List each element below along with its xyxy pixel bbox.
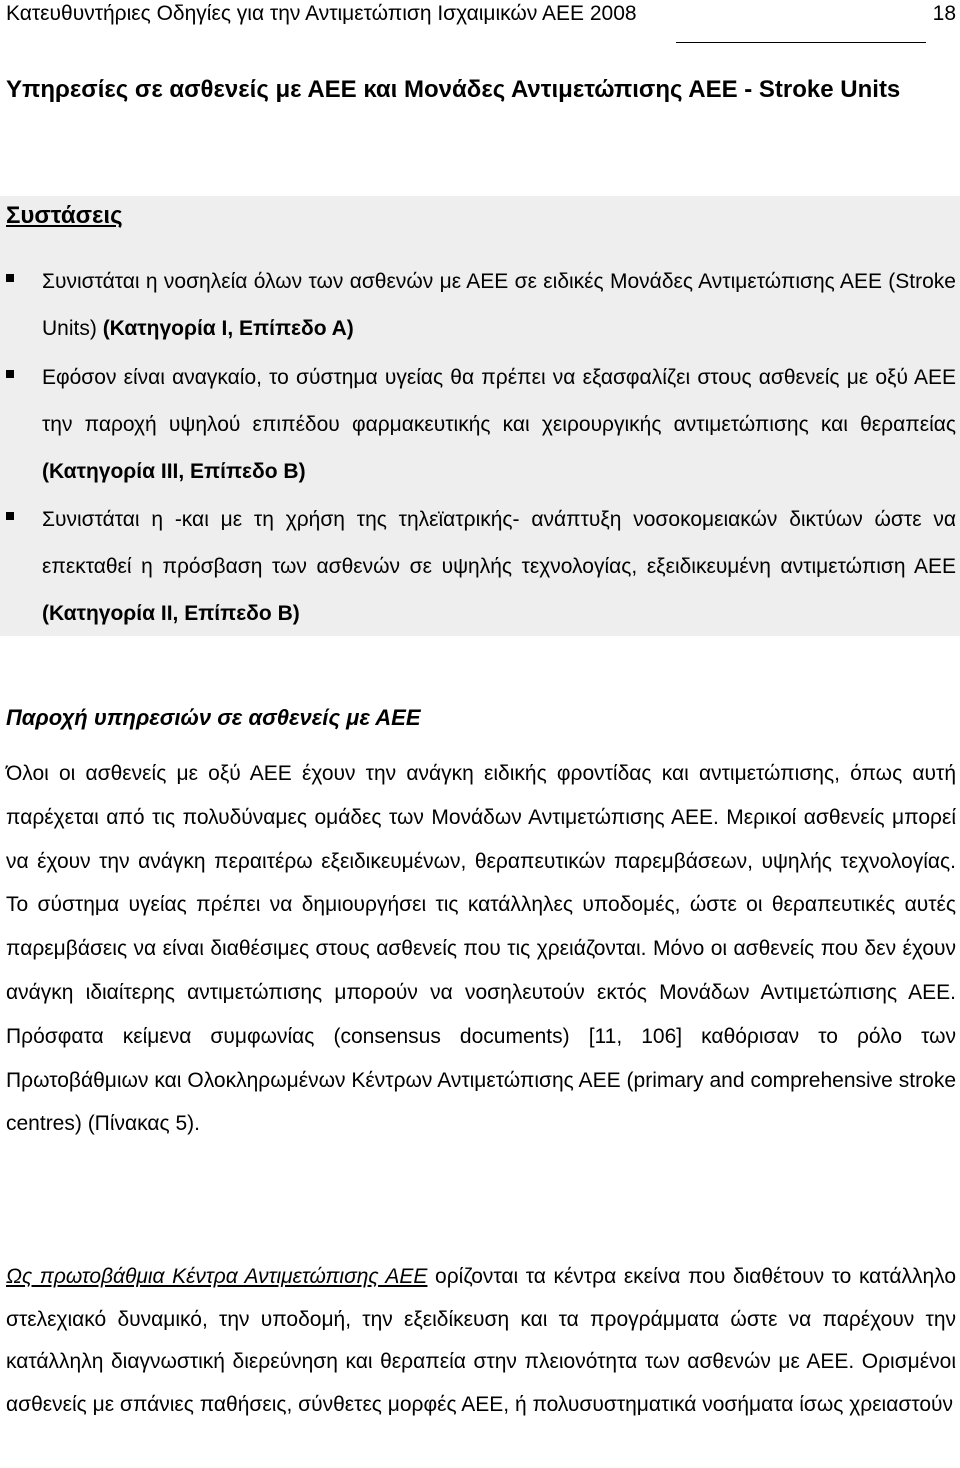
square-bullet-icon bbox=[6, 512, 14, 520]
recommendation-text: Συνιστάται η νοσηλεία όλων των ασθενών με ΑΕΕ σε ειδικές Μονάδες Αντιμετώπισης ΑΕΕ (Stroke Units) (Κατηγορία Ι, Επίπεδο Α) bbox=[42, 270, 956, 340]
services-heading: Παροχή υπηρεσιών σε ασθενείς με ΑΕΕ bbox=[6, 705, 421, 730]
evidence-grade: (Κατηγορία Ι, Επίπεδο Α) bbox=[102, 317, 354, 340]
recommendation-text: Εφόσον είναι αναγκαίο, το σύστημα υγείας θα πρέπει να εξασφαλίζει στους ασθενείς με οξύ ΑΕΕ την παροχή υψηλού επιπέδου φαρμακευτικής και χειρουργικής αντιμετώπισης και θεραπείας (Κατηγορία ΙΙΙ, Επίπεδο Β) bbox=[42, 366, 956, 483]
recommendations-heading: Συστάσεις bbox=[6, 202, 123, 229]
square-bullet-icon bbox=[6, 274, 14, 282]
square-bullet-icon bbox=[6, 370, 14, 378]
primary-centres-paragraph: Ως πρωτοβάθμια Κέντρα Αντιμετώπισης ΑΕΕ ορίζονται τα κέντρα εκείνα που διαθέτουν το κατάλληλο στελεχιακό δυναμικό, την υποδομή, την εξειδίκευση και τα προγράμματα ώστε να παρέχουν την κατάλληλη διαγνωστική διερεύνηση και θεραπεία στην πλειονότητα των ασθενών με ΑΕΕ. Ορισμένοι ασθενείς με σπάνιες παθήσεις, σύνθετες μορφές ΑΕΕ, ή πολυσυστηματικά νοσήματα ίσως χρειαστούν bbox=[6, 1265, 957, 1416]
page-header bbox=[6, 0, 956, 44]
evidence-grade: (Κατηγορία ΙΙΙ, Επίπεδο Β) bbox=[42, 460, 306, 483]
recommendation-text: Συνιστάται η -και με τη χρήση της τηλεϊατρικής- ανάπτυξη νοσοκομειακών δικτύων ώστε να επεκταθεί η πρόσβαση των ασθενών σε υψηλής τεχνολογίας, εξειδικευμένη αντιμετώπιση ΑΕΕ (Κατηγορία ΙΙ, Επίπεδο Β) bbox=[42, 508, 956, 625]
page-number: 18 bbox=[932, 2, 956, 25]
header-rule bbox=[676, 42, 926, 43]
evidence-grade: (Κατηγορία ΙΙ, Επίπεδο Β) bbox=[42, 602, 300, 625]
document-title: Κατευθυντήριες Οδηγίες για την Αντιμετώπιση Ισχαιμικών ΑΕΕ 2008 bbox=[6, 2, 637, 25]
section-title: Υπηρεσίες σε ασθενείς με ΑΕΕ και Μονάδες Αντιμετώπισης ΑΕΕ - Stroke Units bbox=[6, 76, 901, 103]
services-paragraph: Όλοι οι ασθενείς με οξύ ΑΕΕ έχουν την ανάγκη ειδικής φροντίδας και αντιμετώπισης, όπως αυτή παρέχεται από τις πολυδύναμες ομάδες των Μονάδων Αντιμετώπισης ΑΕΕ. Μερικοί ασθενείς μπορεί να έχουν την ανάγκη περαιτέρω εξειδικευμένων, θεραπευτικών παρεμβάσεων, υψηλής τεχνολογίας. Το σύστημα υγείας πρέπει να δημιουργήσει τις κατάλληλες υποδομές, ώστε οι θεραπευτικές αυτές παρεμβάσεις να είναι διαθέσιμες στους ασθενείς που τις χρειάζονται. Μόνο οι ασθενείς που δεν έχουν ανάγκη ιδιαίτερης αντιμετώπισης μπορούν να νοσηλευτούν εκτός Μονάδων Αντιμετώπισης ΑΕΕ. Πρόσφατα κείμενα συμφωνίας (consensus documents) [11, 106] καθόρισαν το ρόλο των Πρωτοβάθμιων και Ολοκληρωμένων Κέντρων Αντιμετώπισης ΑΕΕ (primary and comprehensive stroke centres) (Πίνακας 5). bbox=[6, 762, 956, 1136]
primary-centres-term: Ως πρωτοβάθμια Κέντρα Αντιμετώπισης ΑΕΕ bbox=[6, 1265, 428, 1288]
